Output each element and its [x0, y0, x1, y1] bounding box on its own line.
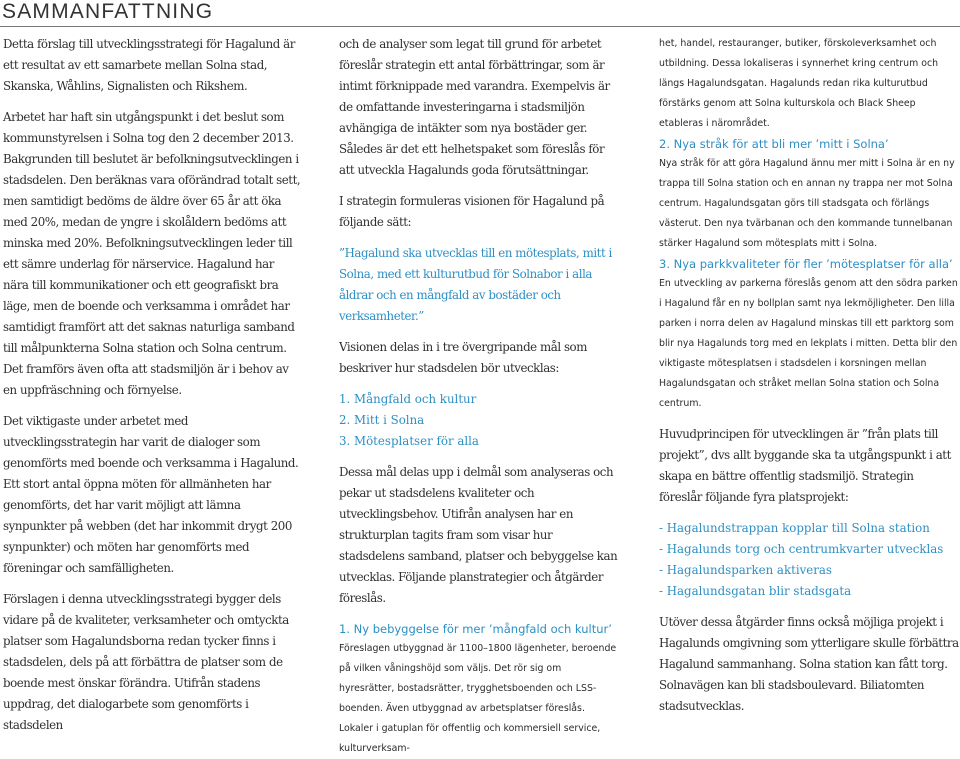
principle-paragraph: Huvudprincipen för utvecklingen är ”från plats till projekt”, dvs allt byggande ska ta utgångspunkt i att skapa en bättre offentlig stadsmiljö. Strategin föreslår följande fyra platsprojekt: [659, 427, 951, 504]
column-2 [339, 34, 619, 759]
list-item: - Hagalundstrappan kopplar till Solna station [659, 521, 930, 535]
vision-intro: I strategin formuleras visionen för Hagalund på följande sätt: [339, 194, 605, 229]
analysis-paragraph: och de analyser som legat till grund för arbetet föreslår strategin ett antal förbättringar, som är intimt förknippade med varandra. Exempelvis är de omfattande investeringarna i stadsmiljön avhängiga de intäkter som nya bostäder ger. Således är det ett helhetspaket som föreslås för att utveckla Hagalunds goda förutsättningar. [339, 37, 610, 177]
proposals-paragraph: Förslagen i denna utvecklingsstrategi bygger dels vidare på de kvaliteter, verksamheter och omtyckta platser som Hagalundsborna redan tycker finns i stadsdelen, dels på att förbättra de platser som de boende mest önskar förändra. Utifrån stadens uppdrag, det dialogarbete som genomförts i stadsdelen [3, 592, 289, 732]
list-item: - Hagalundsparken aktiveras [659, 563, 832, 577]
vision-quote: ”Hagalund ska utvecklas till en mötesplats, mitt i Solna, med ett kulturutbud för Solnabor i alla åldrar och en mångfald av bostäder och verksamheter.” [339, 246, 612, 323]
column-1 [3, 34, 301, 736]
strategies-paragraph: Dessa mål delas upp i delmål som analyseras och pekar ut stadsdelens kvaliteter och utvecklingsbehov. Utifrån analysen har en strukturplan tagits fram som visar hur stadsdelens samband, platser och bebyggelse kan utvecklas. Följande planstrategier och åtgärder föreslås. [339, 465, 618, 605]
list-item: 1. Mångfald och kultur [339, 392, 477, 406]
projects-list [659, 518, 959, 602]
page-title: SAMMANFATTNING [2, 0, 214, 23]
section-text: Nya stråk för att göra Hagalund ännu mer mitt i Solna är en ny trappa till Solna station och en annan ny trappa ner mot Solna centrum. Hagalundsgatan görs till stadsgata och förlängs västerut. Den nya tvärbanan och den kommande tunnelbanan stärker Hagalund som mötesplats mitt i Solna. [659, 158, 955, 249]
section-text: het, handel, restauranger, butiker, förskoleverksamhet och utbildning. Dessa lokaliseras i synnerhet kring centrum och längs Hagalundsgatan. Hagalunds redan rika kulturutbud förstärks genom att Solna kulturskola och Black Sheep etableras i närområdet. [659, 38, 939, 129]
section-text: En utveckling av parkerna föreslås genom att den södra parken i Hagalund får en ny bollplan samt nya lekmöjligheter. Den lilla parken i norra delen av Hagalund minskas till ett parktorg som blir nya Hagalunds torg med en lekplats i mitten. Detta blir den viktigaste mötesplatsen i stadsdelen i korsningen mellan Hagalundsgatan och stråket mellan Solna station och Solna centrum. [659, 278, 958, 409]
section-heading: 1. Ny bebyggelse för mer ’mångfald och kultur’ [339, 622, 612, 636]
list-item: 2. Mitt i Solna [339, 413, 425, 427]
section-text: Föreslagen utbyggnad är 1100–1800 lägenheter, beroende på vilken våningshöjd som väljs. Det rör sig om hyresrätter, bostadsrätter, trygghetsboenden och LSS-boenden. Även utbyggnad av arbetsplatser föreslås. Lokaler i gatuplan för offentlig och kommersiell service, kulturverksam- [339, 643, 617, 754]
list-item: - Hagalundsgatan blir stadsgata [659, 584, 852, 598]
list-item: 3. Mötesplatser för alla [339, 434, 479, 448]
dialogue-paragraph: Det viktigaste under arbetet med utvecklingsstrategin har varit de dialoger som genomförts med boende och verksamma i Hagalund. Ett stort antal öppna möten för allmänheten har genomförts, det har varit möjligt att lämna synpunkter på webben (det har inkommit drygt 200 synpunkter) och möten har genomförts med föreningar och samfälligheten. [3, 414, 299, 575]
background-paragraph: Arbetet har haft sin utgångspunkt i det beslut som kommunstyrelsen i Solna tog den 2 december 2013. Bakgrunden till beslutet är befolkningsutvecklingen i stadsdelen. Den beräknas vara oförändrad totalt sett, men samtidigt bedöms de äldre över 65 år att öka med 20%, medan de yngre i skolåldern bedöms att minska med 20%. Befolkningsutvecklingen leder till ett sämre underlag för närservice. Hagalund har nära till kommunikationer och ett geografiskt bra läge, men de boende och verksamma i området har samtidigt framfört att det saknas naturliga samband till målpunkterna Solna station och Solna centrum. Det framförs även ofta att stadsmiljön är i behov av en uppfräschning och förnyelse. [3, 110, 301, 397]
list-item: - Hagalunds torg och centrumkvarter utvecklas [659, 542, 944, 556]
goals-list [339, 389, 619, 452]
column-3 [659, 34, 959, 717]
intro-paragraph: Detta förslag till utvecklingsstrategi för Hagalund är ett resultat av ett samarbete mellan Solna stad, Skanska, Wåhlins, Signalisten och Rikshem. [3, 37, 295, 93]
section-heading: 3. Nya parkkvaliteter för fler ’mötesplatser för alla’ [659, 257, 953, 271]
additional-projects-paragraph: Utöver dessa åtgärder finns också möjliga projekt i Hagalunds omgivning som ytterligare skulle förbättra Hagalund sammanhang. Solna station kan fått torg. Solnavägen kan bli stadsboulevard. Biliatomten stadsutvecklas. [659, 615, 959, 713]
title-divider [0, 26, 960, 27]
section-heading: 2. Nya stråk för att bli mer ’mitt i Solna’ [659, 137, 889, 151]
goals-intro: Visionen delas in i tre övergripande mål som beskriver hur stadsdelen bör utvecklas: [339, 340, 587, 375]
